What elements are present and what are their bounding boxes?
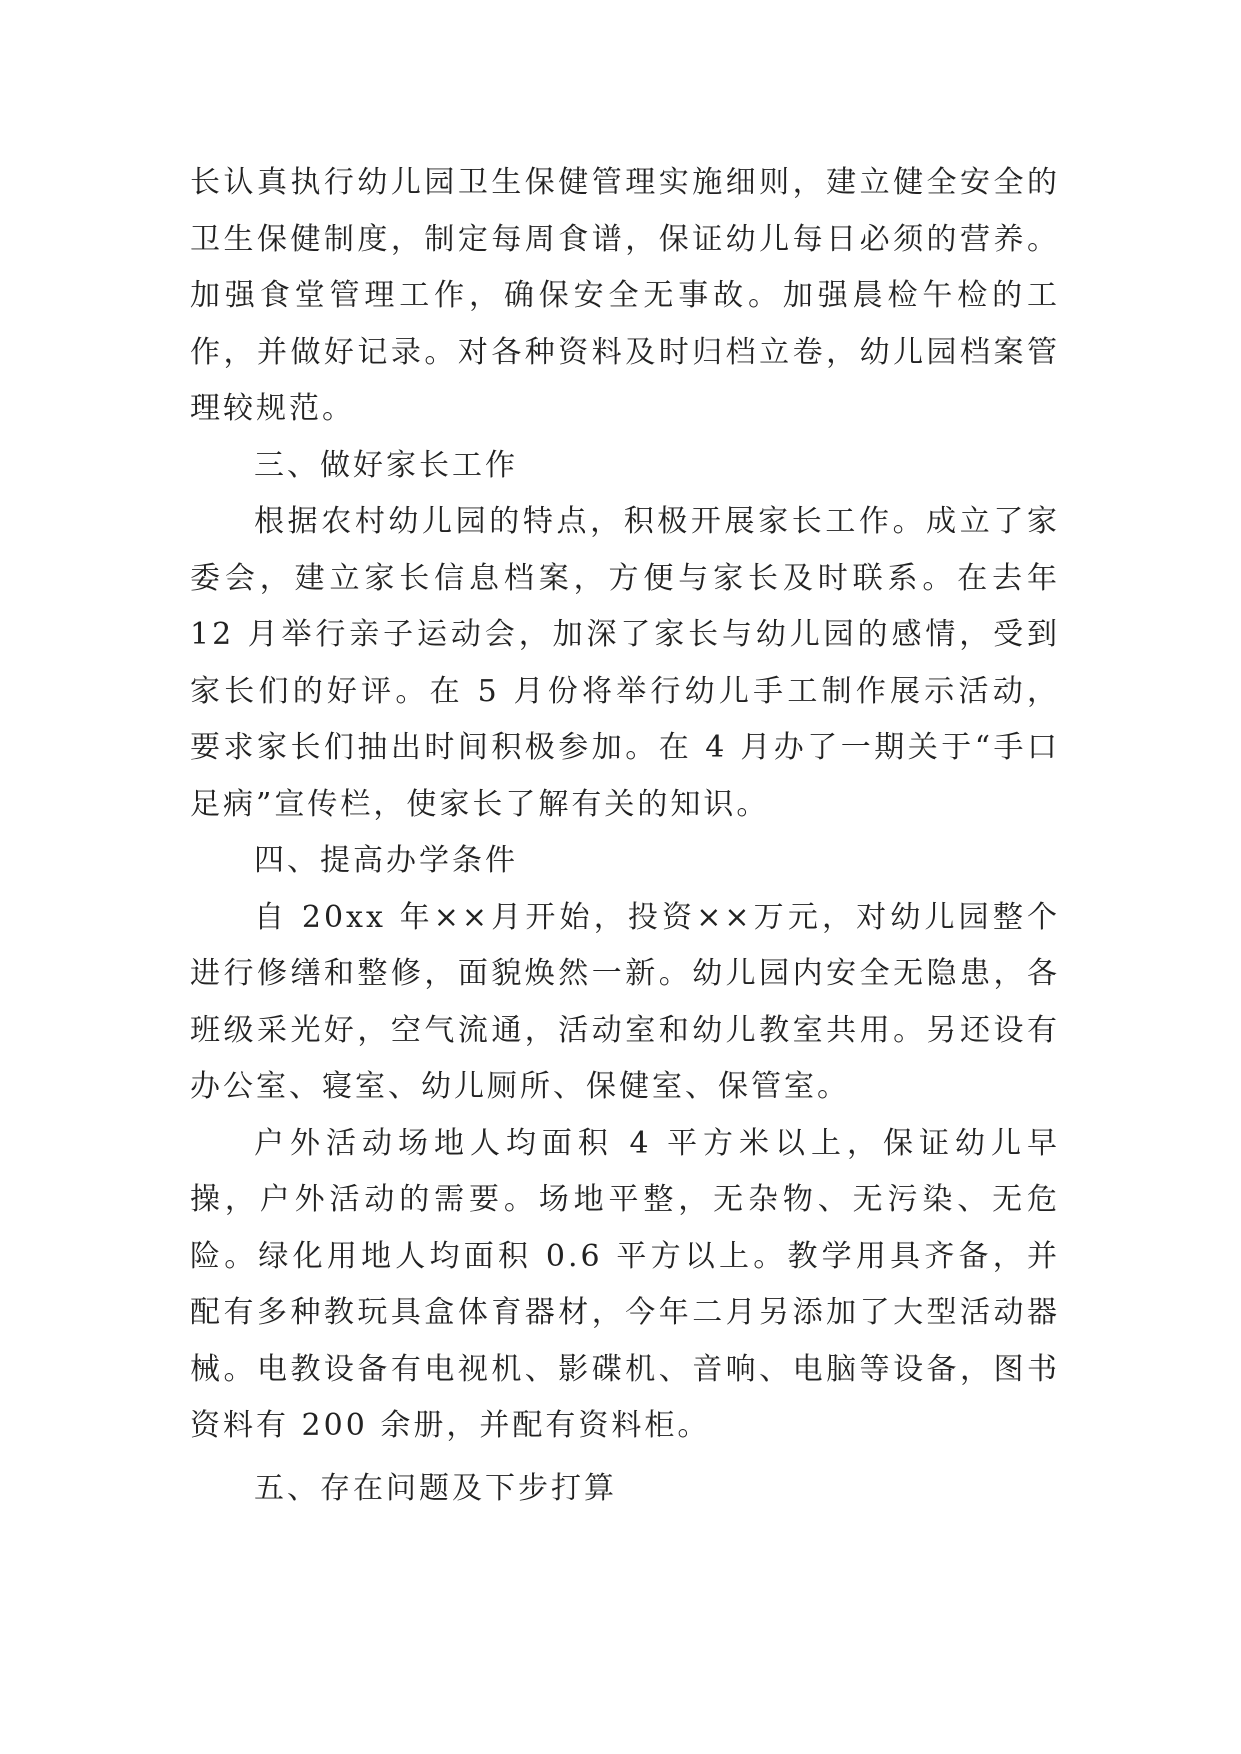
paragraph-parent-work: 根据农村幼儿园的特点，积极开展家长工作。成立了家委会，建立家长信息档案，方便与家长及时联系。在去年 12 月举行亲子运动会，加深了家长与幼儿园的感情，受到家长们的好评。在 5 月份将举行幼儿手工制作展示活动，要求家长们抽出时间积极参加。在 4 月办了一期关于“手口足病”宣传栏，使家长了解有关的知识。	[190, 504, 1060, 822]
paragraph-health-care: 长认真执行幼儿园卫生保健管理实施细则，建立健全安全的卫生保健制度，制定每周食谱，保证幼儿每日必须的营养。加强食堂管理工作，确保安全无事故。加强晨检午检的工作，并做好记录。对各种资料及时归档立卷，幼儿园档案管理较规范。	[190, 165, 1060, 426]
section-heading-school-conditions: 四、提高办学条件	[254, 843, 518, 878]
document-body	[190, 155, 1060, 1517]
paragraph-outdoor-facilities: 户外活动场地人均面积 4 平方米以上，保证幼儿早操，户外活动的需要。场地平整，无杂物、无污染、无危险。绿化用地人均面积 0.6 平方以上。教学用具齐备，并配有多种教玩具盒体育器材，今年二月另添加了大型活动器械。电教设备有电视机、影碟机、音响、电脑等设备，图书资料有 200 余册，并配有资料柜。	[190, 1125, 1060, 1443]
paragraph-renovation: 自 20xx 年××月开始，投资××万元，对幼儿园整个进行修缮和整修，面貌焕然一新。幼儿园内安全无隐患，各班级采光好，空气流通，活动室和幼儿教室共用。另还设有办公室、寝室、幼儿厕所、保健室、保管室。	[190, 899, 1060, 1104]
section-heading-problems-plans: 五、存在问题及下步打算	[254, 1470, 617, 1506]
section-heading-parent-work: 三、做好家长工作	[254, 447, 518, 483]
